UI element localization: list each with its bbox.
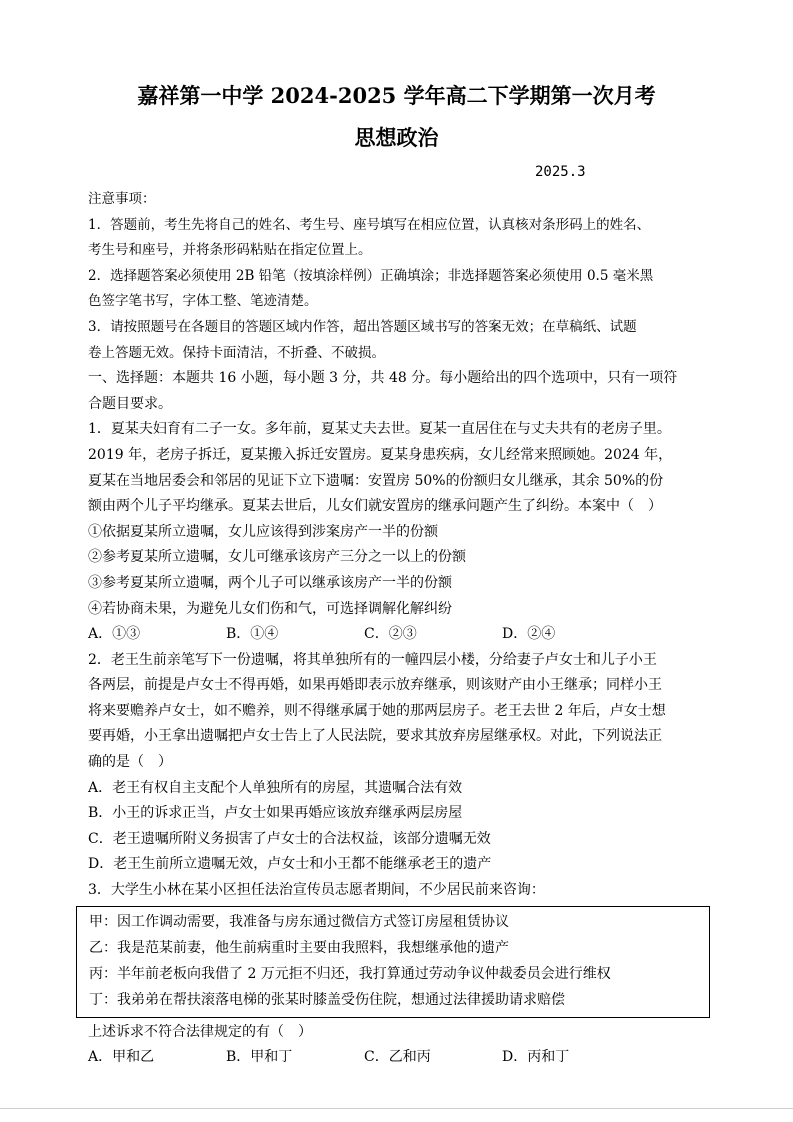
section-heading: 一、选择题：本题共 16 小题，每小题 3 分，共 48 分。每小题给出的四个选项中，只有一项符 bbox=[88, 370, 678, 387]
q1-option-a[interactable]: A．①③ bbox=[88, 626, 141, 643]
q2-stem-line: 将来要赡养卢女士，如不赡养，则不得继承属于她的那两层房子。老王去世 2 年后，卢女士想 bbox=[88, 702, 666, 719]
q1-option-b[interactable]: B．①④ bbox=[226, 626, 279, 643]
q1-stem-line: 额由两个儿子平均继承。夏某去世后，儿女们就安置房的继承问题产生了纠纷。本案中（ ） bbox=[88, 498, 662, 515]
q2-stem-line: 2．老王生前亲笔写下一份遗嘱，将其单独所有的一幢四层小楼，分给妻子卢女士和儿子小王 bbox=[88, 651, 657, 668]
q3-intro: 3．大学生小林在某小区担任法治宣传员志愿者期间，不少居民前来咨询： bbox=[88, 882, 545, 899]
q3-box-line: 丙：半年前老板向我借了 2 万元拒不归还，我打算通过劳动争议仲裁委员会进行维权 bbox=[89, 965, 611, 982]
exam-title: 嘉祥第一中学 2024-2025 学年高二下学期第一次月考 bbox=[137, 83, 656, 108]
subject-title: 思想政治 bbox=[354, 125, 439, 150]
q3-option-c[interactable]: C．乙和丙 bbox=[364, 1049, 431, 1066]
note-line: 考生号和座号，并将条形码粘贴在指定位置上。 bbox=[88, 242, 372, 259]
q2-choice-b[interactable]: B．小王的诉求正当，卢女士如果再婚应该放弃继承两层房屋 bbox=[88, 805, 463, 822]
q1-options bbox=[88, 622, 714, 648]
q1-statement: ①依据夏某所立遗嘱，女儿应该得到涉案房产一半的份额 bbox=[88, 523, 438, 540]
q3-option-d[interactable]: D．丙和丁 bbox=[502, 1049, 570, 1066]
q3-options bbox=[88, 1045, 714, 1071]
page-bottom-divider bbox=[0, 1108, 793, 1109]
q3-box-line: 丁：我弟弟在帮扶滚落电梯的张某时膝盖受伤住院，想通过法律援助请求赔偿 bbox=[89, 991, 565, 1008]
q3-consultation-box bbox=[76, 906, 710, 1018]
q3-question: 上述诉求不符合法律规定的有（ ） bbox=[88, 1023, 312, 1040]
q3-box-line: 甲：因工作调动需要，我准备与房东通过微信方式签订房屋租赁协议 bbox=[89, 913, 509, 930]
exam-content bbox=[88, 187, 714, 1071]
q2-choice-c[interactable]: C．老王遗嘱所附义务损害了卢女士的合法权益，该部分遗嘱无效 bbox=[88, 830, 491, 847]
q1-statement: ④若协商未果，为避免儿女们伤和气，可选择调解化解纠纷 bbox=[88, 600, 452, 617]
q3-option-a[interactable]: A．甲和乙 bbox=[88, 1049, 155, 1066]
q3-box-line: 乙：我是范某前妻，他生前病重时主要由我照料，我想继承他的遗产 bbox=[89, 939, 509, 956]
q1-stem-line: 1．夏某夫妇育有二子一女。多年前，夏某丈夫去世。夏某一直居住在与丈夫共有的老房子里。 bbox=[88, 421, 671, 438]
note-line: 色签字笔书写，字体工整、笔迹清楚。 bbox=[88, 293, 318, 310]
note-line: 3．请按照题号在各题目的答题区域内作答，超出答题区域书写的答案无效；在草稿纸、试题 bbox=[88, 318, 637, 335]
exam-date: 2025.3 bbox=[535, 164, 586, 180]
q1-stem-line: 夏某在当地居委会和邻居的见证下立下遗嘱：安置房 50%的份额归女儿继承，其余 50%的份 bbox=[88, 472, 664, 489]
question-2 bbox=[88, 648, 714, 878]
note-line: 2．选择题答案必须使用 2B 铅笔（按填涂样例）正确填涂；非选择题答案必须使用 0.5 毫米黑 bbox=[88, 267, 654, 284]
q2-stem-line: 各两层，前提是卢女士不得再婚，如果再婚即表示放弃继承，则该财产由小王继承；同样小王 bbox=[88, 677, 662, 694]
q2-choice-a[interactable]: A．老王有权自主支配个人单独所有的房屋，其遗嘱合法有效 bbox=[88, 779, 463, 796]
question-1 bbox=[88, 417, 714, 647]
q1-option-c[interactable]: C．②③ bbox=[364, 626, 417, 643]
q2-choice-d[interactable]: D．老王生前所立遗嘱无效，卢女士和小王都不能继承老王的遗产 bbox=[88, 856, 492, 873]
q1-stem-line: 2019 年，老房子拆迁，夏某搬入拆迁安置房。夏某身患疾病，女儿经常来照顾她。2024 年， bbox=[88, 446, 673, 463]
section-heading: 合题目要求。 bbox=[88, 395, 172, 412]
q1-statement: ③参考夏某所立遗嘱，两个儿子可以继承该房产一半的份额 bbox=[88, 574, 452, 591]
q2-stem-line: 要再婚，小王拿出遗嘱把卢女士告上了人民法院，要求其放弃房屋继承权。对此，下列说法正 bbox=[88, 728, 662, 745]
notes-heading: 注意事项： bbox=[88, 191, 156, 207]
note-line: 1．答题前，考生先将自己的姓名、考生号、座号填写在相应位置，认真核对条形码上的姓名、 bbox=[88, 216, 651, 233]
question-3 bbox=[88, 878, 714, 1071]
note-line: 卷上答题无效。保持卡面清洁，不折叠、不破损。 bbox=[88, 344, 385, 361]
q1-option-d[interactable]: D．②④ bbox=[502, 626, 556, 643]
q2-stem-line: 确的是（ ） bbox=[88, 754, 172, 771]
q3-option-b[interactable]: B．甲和丁 bbox=[226, 1049, 293, 1066]
q1-statement: ②参考夏某所立遗嘱，女儿可继承该房产三分之一以上的份额 bbox=[88, 549, 466, 566]
